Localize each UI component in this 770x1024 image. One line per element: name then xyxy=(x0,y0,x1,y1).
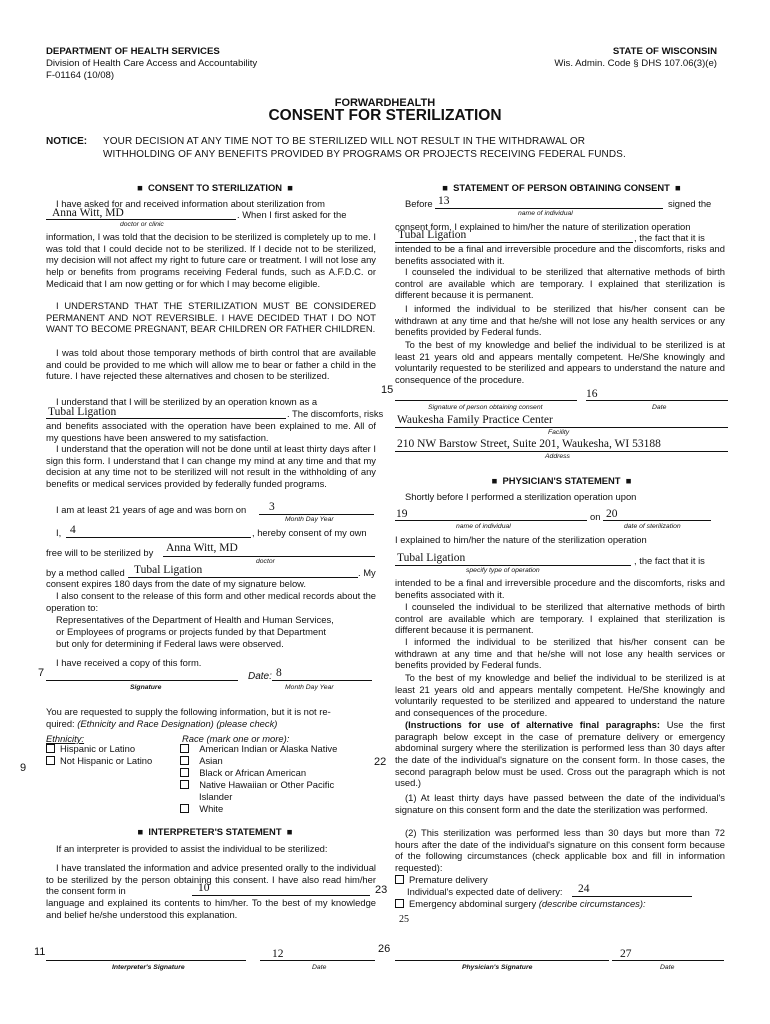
race-native-hawaiian-label: Native Hawaiian or Other Pacific xyxy=(199,779,335,790)
person-signature-caption: Signature of person obtaining consent xyxy=(428,404,543,411)
consent-p3: I was told about those temporary methods of birth control that are available and could be provided to me which will allow me to bear or father a child in the future. I have rejected these alternatives and chosen to be sterilized. xyxy=(46,347,376,382)
physician-name-caption: name of individual xyxy=(456,523,511,530)
emergency-surgery-option[interactable] xyxy=(395,898,646,910)
admin-code: Wis. Admin. Code § DHS 107.06(3)(e) xyxy=(554,58,717,69)
physician-p2-after: , the fact that it is xyxy=(634,555,705,566)
individual-name-value[interactable]: 4 xyxy=(70,524,76,536)
expected-delivery-label: Individual's expected date of delivery: xyxy=(407,886,563,897)
physician-p2: I explained to him/her the nature of the sterilization operation xyxy=(395,534,647,545)
consent-p7: I also consent to the release of this form and other medical records about the operation to: xyxy=(46,590,376,613)
consent-p4-rest: and benefits associated with the operation have been explained to me. All of my questions have been answered to my satisfaction. xyxy=(46,420,376,443)
language-value[interactable]: 10 xyxy=(198,882,210,894)
born-label: I am at least 21 years of age and was born on xyxy=(56,504,247,515)
signature-caption: Signature xyxy=(130,684,162,691)
race-intro-2-text: quired: xyxy=(46,718,75,729)
interpreter-heading: ■ INTERPRETER'S STATEMENT ■ xyxy=(137,826,293,837)
ethnicity-not-hispanic-label: Not Hispanic or Latino xyxy=(60,755,153,766)
race-american-indian-label: American Indian or Alaska Native xyxy=(199,743,338,754)
program-title: FORWARDHEALTH xyxy=(334,97,436,109)
signed-the-label: signed the xyxy=(668,198,712,209)
person-p3: I informed the individual to be sterilized that his/her consent can be withdrawn at any time and that he/she will not lose any health services or any benefits provided by Federal funds. xyxy=(395,303,725,338)
physician-instructions xyxy=(395,719,725,789)
field-20[interactable]: 20 xyxy=(606,508,618,520)
consent-p1-line1: I have asked for and received information about sterilization from xyxy=(56,198,325,209)
date-label: Date: xyxy=(248,671,272,682)
operation-type-caption: specify type of operation xyxy=(466,567,540,574)
person-p1-rest: intended to be a final and irreversible procedure and the discomforts, risks and benefits associated with it. xyxy=(395,243,725,266)
field-26: 26 xyxy=(378,943,391,955)
physician-signature-caption: Physician's Signature xyxy=(462,964,533,971)
department-name: DEPARTMENT OF HEALTH SERVICES xyxy=(46,46,220,57)
birth-date-value[interactable]: 3 xyxy=(269,501,275,513)
consent-p4-after: . The discomforts, risks xyxy=(287,408,384,419)
person-date-caption: Date xyxy=(652,404,667,411)
physician-heading: ■ PHYSICIAN'S STATEMENT ■ xyxy=(491,475,632,486)
notice-line-1: YOUR DECISION AT ANY TIME NOT TO BE STERILIZED WILL NOT RESULT IN THE WITHDRAWAL OR xyxy=(103,136,586,147)
physician-alt1: (1) At least thirty days have passed between the date of the individual's signature on this consent form and the date the sterilization was performed. xyxy=(395,792,725,815)
physician-date-caption: date of sterilization xyxy=(624,523,681,530)
person-operation-value[interactable]: Tubal Ligation xyxy=(398,229,467,241)
consent-date-caption: Month Day Year xyxy=(285,684,334,691)
operation-value[interactable]: Tubal Ligation xyxy=(48,406,117,418)
checkbox[interactable] xyxy=(180,780,189,789)
person-p1a: consent form, I explained to him/her the nature of sterilization operation xyxy=(395,221,691,232)
physician-operation-value[interactable]: Tubal Ligation xyxy=(397,552,466,564)
method-label: by a method called xyxy=(46,567,125,578)
checkbox[interactable] xyxy=(180,756,189,765)
field-7: 7 xyxy=(38,667,45,679)
division-name: Division of Health Care Access and Accountability xyxy=(46,58,258,69)
consent-p5: I understand that the operation will not be done until at least thirty days after I sign this form. I understand that I can change my mind at any time and that my decision at any time not to be sterilized will not result in the withholding of any benefits or medical services provided by federally funded programs. xyxy=(46,443,376,489)
field-23: 23 xyxy=(375,884,388,896)
checkbox[interactable] xyxy=(46,744,55,753)
ethnicity-not-hispanic[interactable] xyxy=(46,755,152,767)
physician-heading-text: PHYSICIAN'S STATEMENT xyxy=(502,475,621,486)
race-asian[interactable] xyxy=(180,755,223,767)
field-25[interactable]: 25 xyxy=(399,914,409,925)
person-name-value[interactable]: 13 xyxy=(438,195,450,207)
state-name: STATE OF WISCONSIN xyxy=(612,46,717,57)
instructions-bold: (Instructions for use of alternative final paragraphs: xyxy=(405,719,660,730)
race-asian-label: Asian xyxy=(199,755,223,766)
notice-label: NOTICE: xyxy=(46,136,88,147)
race-intro-2 xyxy=(46,718,277,729)
consent-p6-rest: consent expires 180 days from the date of my signature below. xyxy=(46,578,307,589)
field-11: 11 xyxy=(34,946,46,958)
i-label: I, xyxy=(56,527,62,538)
ethnicity-hispanic[interactable] xyxy=(46,743,135,755)
my-label: . My xyxy=(358,567,376,578)
race-white[interactable] xyxy=(180,803,223,815)
interpreter-signature-caption: Interpreter's Signature xyxy=(112,964,185,971)
checkbox[interactable] xyxy=(180,804,189,813)
premature-delivery-label: Premature delivery xyxy=(409,874,488,885)
consent-p8: I have received a copy of this form. xyxy=(56,657,202,668)
physician-date-caption-2: Date xyxy=(660,964,675,971)
form-id: F-01164 (10/08) xyxy=(46,70,115,81)
field-12[interactable]: 12 xyxy=(272,948,284,960)
interpreter-p1: If an interpreter is provided to assist the individual to be sterilized: xyxy=(56,843,328,854)
field-22: 22 xyxy=(374,756,387,768)
ethnicity-hispanic-label: Hispanic or Latino xyxy=(60,743,136,754)
field-27[interactable]: 27 xyxy=(620,948,632,960)
field-19[interactable]: 19 xyxy=(396,508,408,520)
before-label: Before xyxy=(405,198,433,209)
race-native-hawaiian[interactable] xyxy=(180,779,334,791)
race-intro-1: You are requested to supply the following information, but it is not re- xyxy=(46,706,331,717)
field-15: 15 xyxy=(381,384,394,396)
method-value[interactable]: Tubal Ligation xyxy=(134,564,203,576)
page-title: CONSENT FOR STERILIZATION xyxy=(268,107,502,124)
person-p2: I counseled the individual to be sterilized that alternative methods of birth control are available which are temporary. I explained that sterilization is different because it is permanent. xyxy=(395,266,725,301)
person-p4: To the best of my knowledge and belief the individual to be sterilized is at least 21 years old and appears mentally competent. He/She knowingly and voluntarily requested to be sterilized and appears to understand the nature and consequence of the procedure. xyxy=(395,339,725,385)
race-black-label: Black or African American xyxy=(199,767,307,778)
field-24[interactable]: 24 xyxy=(578,883,590,895)
race-black[interactable] xyxy=(180,767,306,779)
interpreter-p2b: language and explained its contents to him/her. To the best of my knowledge and belief he/she understood this explanation. xyxy=(46,897,376,920)
consent-heading-text: CONSENT TO STERILIZATION xyxy=(147,182,283,193)
race-intro-2-italic: (Ethnicity and Race Designation) (please check) xyxy=(77,718,278,729)
interpreter-heading-text: INTERPRETER'S STATEMENT xyxy=(148,826,282,837)
physician-p3: I counseled the individual to be sterilized that alternative methods of birth control are available which are temporary. I explained that sterilization is different because it is permanent. xyxy=(395,601,725,636)
checkbox[interactable] xyxy=(395,899,404,908)
emergency-surgery-label: Emergency abdominal surgery xyxy=(409,898,537,909)
interpreter-date-caption: Date xyxy=(312,964,327,971)
race-american-indian[interactable] xyxy=(180,743,337,755)
consent-heading: ■ CONSENT TO STERILIZATION ■ xyxy=(137,182,293,193)
consent-p7-list2: or Employees of programs or projects funded by that Department xyxy=(56,626,326,637)
notice-line-2: WITHHOLDING OF ANY BENEFITS PROVIDED BY PROGRAMS OR PROJECTS RECEIVING FEDERAL FUNDS. xyxy=(103,149,626,160)
physician-p4: I informed the individual to be sterilized that his/her consent can be withdrawn at any time and that he/she will not lose any health services or benefits provided by Federal funds. xyxy=(395,636,725,671)
doctor-caption-2: doctor xyxy=(256,558,275,565)
person-heading: ■ STATEMENT OF PERSON OBTAINING CONSENT ■ xyxy=(442,182,681,193)
facility-caption: Facility xyxy=(548,429,570,436)
doctor-caption: doctor or clinic xyxy=(120,221,164,228)
facility-value[interactable]: Waukesha Family Practice Center xyxy=(397,414,553,426)
premature-delivery-option[interactable] xyxy=(395,874,488,886)
person-name-caption: name of individual xyxy=(518,210,573,217)
physician-p2-rest: intended to be a final and irreversible procedure and the discomforts, risks and benefits associated with it. xyxy=(395,577,725,600)
ethnicity-label: Ethnicity: xyxy=(46,733,85,744)
checkbox[interactable] xyxy=(46,756,55,765)
race-islander-label: Islander xyxy=(199,791,233,802)
field-9: 9 xyxy=(20,762,27,774)
race-white-label: White xyxy=(199,803,224,814)
interpreter-p2a: I have translated the information and advice presented orally to the individual to be sterilized by the person obtaining this consent. I have also read him/her the consent form in xyxy=(46,862,376,897)
race-label: Race (mark one or more): xyxy=(182,733,290,744)
birth-date-caption: Month Day Year xyxy=(285,516,334,523)
field-16[interactable]: 16 xyxy=(586,388,598,400)
consent-p7-list1: Representatives of the Department of Health and Human Services, xyxy=(56,614,334,625)
consent-p1-after: . When I first asked for the xyxy=(237,209,347,220)
describe-circumstances-label: (describe circumstances): xyxy=(538,898,646,909)
consent-p2: I UNDERSTAND THAT THE STERILIZATION MUST BE CONSIDERED PERMANENT AND NOT REVERSIBLE. I HAVE DECIDED THAT I DO NOT WANT TO BECOME PREGNANT, BEAR CHILDREN OR FATHER CHILDREN. xyxy=(46,300,376,335)
checkbox[interactable] xyxy=(395,875,404,884)
checkbox[interactable] xyxy=(180,744,189,753)
consent-p4-line1: I understand that I will be sterilized by an operation known as a xyxy=(56,396,318,407)
physician-p1: Shortly before I performed a sterilization operation upon xyxy=(405,491,637,502)
checkbox[interactable] xyxy=(180,768,189,777)
i-after: , hereby consent of my own xyxy=(252,527,367,538)
instructions-rest: Use the first paragraph below except in the case of premature delivery or emergency abdominal surgery where the sterilization is performed less than 30 days after the date of the individual's signature on the consent form. In those cases, the second paragraph below must be used. Cross out the paragraph which is not used.) xyxy=(395,719,725,789)
by-doctor-value[interactable]: Anna Witt, MD xyxy=(166,542,238,554)
consent-date-value[interactable]: 8 xyxy=(276,667,282,679)
physician-alt2: (2) This sterilization was performed less than 30 days but more than 72 hours after the date of the individual's signature on this consent form because of the following circumstances (check applicable box and fill in information requested): xyxy=(395,827,725,873)
person-p1-after: , the fact that it is xyxy=(634,232,705,243)
address-caption: Address xyxy=(545,453,570,460)
physician-p5: To the best of my knowledge and belief the individual to be sterilized is at least 21 years old and appears mentally competent. He/She knowingly and voluntarily requested to be sterilized and appeared to understand the nature and consequences of the procedure. xyxy=(395,672,725,718)
person-heading-text: STATEMENT OF PERSON OBTAINING CONSENT xyxy=(453,182,670,193)
free-will-label: free will to be sterilized by xyxy=(46,547,154,558)
doctor-name-value[interactable]: Anna Witt, MD xyxy=(52,207,124,219)
consent-p1-rest: information, I was told that the decision to be sterilized is completely up to me. I was told that I could decide not to be sterilized. If I decide not to be sterilized, my decision will not affect my right to future care or treatment. I will not lose any help or benefits from programs receiving Federal funds, such as A.F.D.C. or Medicaid that I am now getting or for which I may become eligible. xyxy=(46,231,376,289)
address-value[interactable]: 210 NW Barstow Street, Suite 201, Waukesha, WI 53188 xyxy=(397,438,661,450)
consent-p7-list3: but only for determining if Federal laws were observed. xyxy=(56,638,284,649)
on-label: on xyxy=(590,511,601,522)
